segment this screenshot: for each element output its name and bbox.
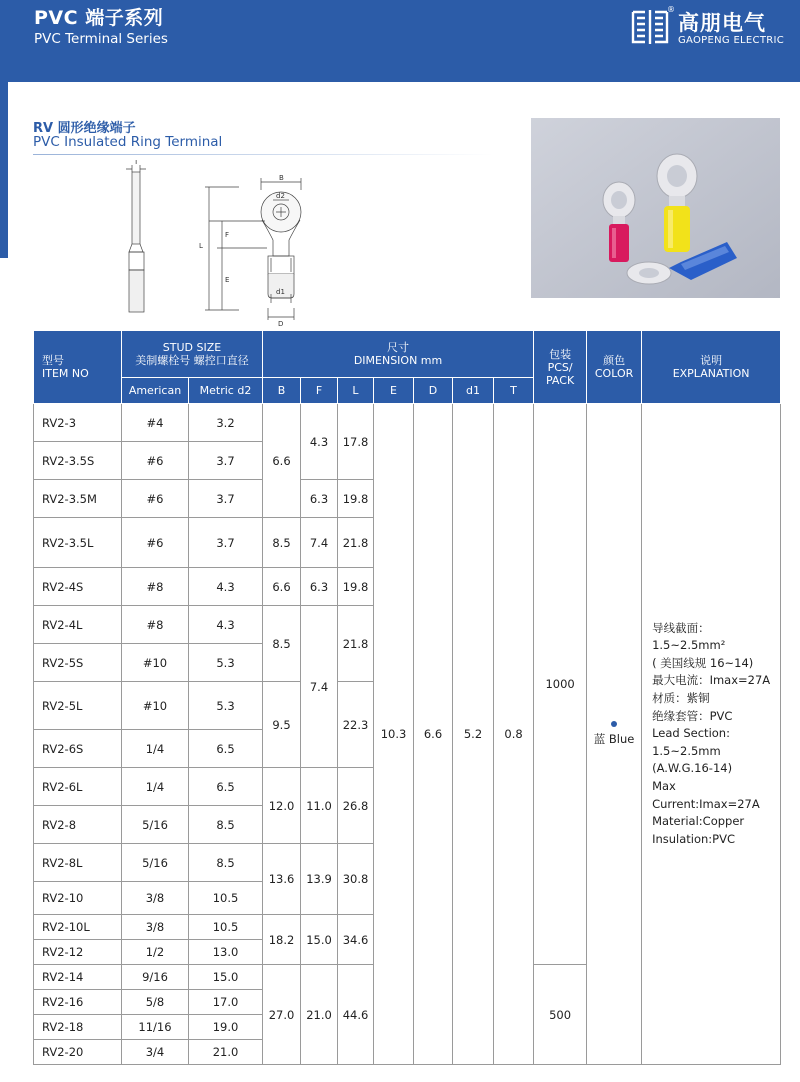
cell-american: #10 [122, 644, 189, 682]
cell-metric: 10.5 [189, 915, 263, 940]
header-dim-cn: 尺寸 [387, 341, 410, 354]
cell-l: 26.8 [338, 768, 374, 844]
cell-item: RV2-8L [34, 844, 122, 882]
cell-l: 21.8 [338, 606, 374, 682]
cell-b: 27.0 [263, 965, 301, 1065]
drawing-label-b: B [279, 174, 284, 182]
cell-item: RV2-16 [34, 990, 122, 1015]
header-dimension [263, 331, 534, 378]
explain-line: (A.W.G.16-14) [652, 761, 733, 776]
cell-item: RV2-3.5M [34, 480, 122, 518]
header-b: B [263, 378, 301, 404]
cell-item: RV2-5L [34, 682, 122, 730]
cell-l: 34.6 [338, 915, 374, 965]
cell-metric: 4.3 [189, 606, 263, 644]
cell-item: RV2-20 [34, 1040, 122, 1065]
cell-item: RV2-18 [34, 1015, 122, 1040]
cell-color [587, 404, 642, 1065]
header-pack-en2: PACK [546, 373, 575, 387]
cell-metric: 6.5 [189, 768, 263, 806]
header-l: L [338, 378, 374, 404]
cell-f: 21.0 [301, 965, 338, 1065]
cell-pack: 1000 [534, 404, 587, 965]
cell-metric: 4.3 [189, 568, 263, 606]
cell-metric: 6.5 [189, 730, 263, 768]
header-pack-cn: 包装 [549, 347, 572, 361]
cell-metric: 8.5 [189, 844, 263, 882]
cell-f: 13.9 [301, 844, 338, 915]
cell-metric: 3.2 [189, 404, 263, 442]
header-stud-cn: 美制螺栓号 螺控口直径 [135, 354, 249, 367]
cell-american: 9/16 [122, 965, 189, 990]
cell-item: RV2-14 [34, 965, 122, 990]
explain-line: Material:Copper [652, 814, 745, 829]
cell-f: 6.3 [301, 480, 338, 518]
cell-l: 44.6 [338, 965, 374, 1065]
cell-item: RV2-5S [34, 644, 122, 682]
header-explanation [642, 331, 781, 404]
drawing-label-d1: d1 [276, 288, 285, 296]
cell-american: 5/16 [122, 844, 189, 882]
cell-american: 5/8 [122, 990, 189, 1015]
brand-name-cn: 高朋电气 [678, 11, 766, 35]
header-t: T [494, 378, 534, 404]
cell-item: RV2-6L [34, 768, 122, 806]
cell-american: #8 [122, 568, 189, 606]
cell-metric: 8.5 [189, 806, 263, 844]
cell-item: RV2-4L [34, 606, 122, 644]
table-row [34, 404, 781, 442]
cell-f: 6.3 [301, 568, 338, 606]
cell-metric: 3.7 [189, 518, 263, 568]
section-title: RV 圆形绝缘端子 [33, 121, 136, 136]
brand-name-en: GAOPENG ELECTRIC [678, 35, 785, 46]
cell-l: 22.3 [338, 682, 374, 768]
cell-l: 30.8 [338, 844, 374, 915]
header-american: American [122, 378, 189, 404]
cell-item: RV2-3.5L [34, 518, 122, 568]
cell-e: 10.3 [374, 404, 414, 1065]
header-color-cn: 颜色 [603, 354, 626, 367]
page-title: PVC 端子系列 [34, 7, 164, 29]
cell-american: 1/4 [122, 768, 189, 806]
cell-metric: 21.0 [189, 1040, 263, 1065]
cell-metric: 13.0 [189, 940, 263, 965]
cell-l: 21.8 [338, 518, 374, 568]
cell-metric: 5.3 [189, 644, 263, 682]
cell-f: 11.0 [301, 768, 338, 844]
left-accent-strip [0, 82, 8, 258]
header-stud-size [122, 331, 263, 378]
gaopeng-logo-icon [631, 8, 669, 46]
explain-line: 材质：紫铜 [652, 691, 710, 706]
cell-d1: 5.2 [453, 404, 494, 1065]
cell-item: RV2-6S [34, 730, 122, 768]
registered-mark: ® [667, 5, 675, 14]
cell-l: 19.8 [338, 480, 374, 518]
cell-item: RV2-8 [34, 806, 122, 844]
header-d1: d1 [453, 378, 494, 404]
cell-american: 1/2 [122, 940, 189, 965]
spec-table-wrapper [33, 330, 780, 1065]
cell-american: 3/8 [122, 882, 189, 915]
header-pack [534, 331, 587, 404]
cell-american: #8 [122, 606, 189, 644]
cell-american: 1/4 [122, 730, 189, 768]
cell-american: #10 [122, 682, 189, 730]
page-header [0, 0, 800, 82]
cell-b: 6.6 [263, 404, 301, 518]
explain-line: ( 美国线规 16~14) [652, 655, 754, 670]
header-item-en: ITEM NO [42, 367, 89, 380]
explain-line: 最大电流：Imax=27A [652, 673, 771, 688]
spec-table [33, 330, 781, 1065]
cell-d: 6.6 [414, 404, 453, 1065]
cell-item: RV2-3 [34, 404, 122, 442]
cell-f: 7.4 [301, 606, 338, 768]
header-color [587, 331, 642, 404]
cell-item: RV2-4S [34, 568, 122, 606]
drawing-label-e: E [225, 276, 230, 284]
cell-b: 12.0 [263, 768, 301, 844]
header-d: D [414, 378, 453, 404]
cell-metric: 3.7 [189, 442, 263, 480]
cell-b: 8.5 [263, 518, 301, 568]
drawing-label-d2: d2 [276, 192, 285, 200]
cell-b: 6.6 [263, 568, 301, 606]
cell-metric: 10.5 [189, 882, 263, 915]
explain-line: 绝缘套管：PVC [652, 708, 733, 723]
explain-line: Max Current:Imax=27A [652, 778, 760, 811]
cell-american: #6 [122, 480, 189, 518]
header-dim-en: DIMENSION mm [353, 354, 443, 367]
cell-american: 5/16 [122, 806, 189, 844]
cell-item: RV2-10L [34, 915, 122, 940]
header-item-cn: 型号 [42, 354, 64, 367]
page-subtitle: PVC Terminal Series [34, 31, 168, 47]
cell-metric: 3.7 [189, 480, 263, 518]
cell-f: 4.3 [301, 404, 338, 480]
explain-line: 1.5~2.5mm [652, 743, 721, 758]
cell-explanation [642, 404, 781, 1065]
cell-metric: 15.0 [189, 965, 263, 990]
cell-f: 7.4 [301, 518, 338, 568]
cell-item: RV2-10 [34, 882, 122, 915]
cell-metric: 5.3 [189, 682, 263, 730]
header-stud-en: STUD SIZE [162, 341, 222, 354]
cell-b: 9.5 [263, 682, 301, 768]
cell-item: RV2-12 [34, 940, 122, 965]
header-e: E [374, 378, 414, 404]
header-f: F [301, 378, 338, 404]
cell-american: 3/4 [122, 1040, 189, 1065]
color-label: 蓝 Blue [593, 732, 635, 746]
drawing-label-f: F [225, 231, 230, 239]
cell-metric: 19.0 [189, 1015, 263, 1040]
cell-l: 17.8 [338, 404, 374, 480]
blue-color-swatch [611, 721, 617, 727]
drawing-label-t: T [134, 160, 139, 166]
cell-f: 15.0 [301, 915, 338, 965]
header-color-en: COLOR [594, 367, 634, 380]
cell-american: #4 [122, 404, 189, 442]
cell-b: 8.5 [263, 606, 301, 682]
cell-metric: 17.0 [189, 990, 263, 1015]
cell-american: 3/8 [122, 915, 189, 940]
terminal-technical-drawing [105, 160, 325, 330]
header-explain-cn: 说明 [700, 354, 723, 367]
cell-american: #6 [122, 442, 189, 480]
cell-american: #6 [122, 518, 189, 568]
product-photo [531, 118, 780, 298]
header-pack-en1: PCS/ [547, 360, 573, 374]
cell-t: 0.8 [494, 404, 534, 1065]
cell-pack: 500 [534, 965, 587, 1065]
explain-line: Insulation:PVC [652, 831, 736, 846]
section-subtitle: PVC Insulated Ring Terminal [33, 134, 223, 150]
cell-b: 18.2 [263, 915, 301, 965]
header-explain-en: EXPLANATION [672, 367, 750, 380]
cell-l: 19.8 [338, 568, 374, 606]
drawing-label-l: L [199, 242, 203, 250]
explain-line: Lead Section: [652, 726, 730, 741]
cell-item: RV2-3.5S [34, 442, 122, 480]
section-divider [33, 154, 493, 155]
cell-american: 11/16 [122, 1015, 189, 1040]
explain-line: 导线截面：1.5~2.5mm² [652, 620, 726, 653]
cell-b: 13.6 [263, 844, 301, 915]
header-item-no [34, 331, 122, 404]
drawing-label-d: D [278, 320, 284, 328]
header-metric: Metric d2 [189, 378, 263, 404]
